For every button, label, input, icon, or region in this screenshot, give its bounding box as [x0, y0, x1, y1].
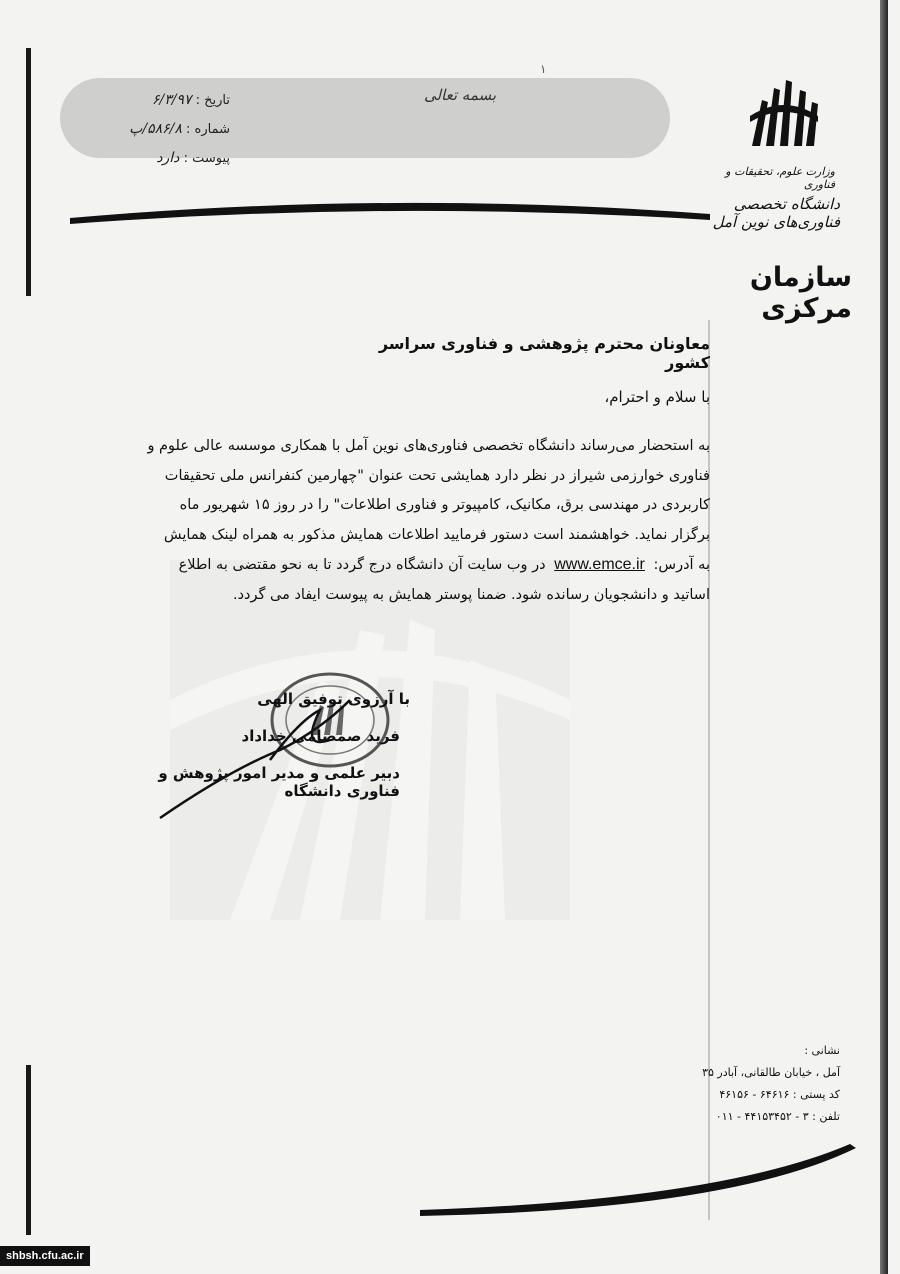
letter-meta: [70, 86, 230, 173]
signer-title: دبیر علمی و مدیر امور پژوهش و فناوری دانشگاه: [158, 764, 400, 800]
scan-edge-top: [26, 48, 31, 296]
number-value: ۵۸۶/۸/پ: [129, 121, 182, 137]
handwritten-signature: [150, 690, 390, 830]
number-label: شماره :: [186, 122, 230, 137]
body-line: برگزار نماید. خواهشمند است دستور فرمایید اطلاعات همایش مذکور به همراه لینک همایش: [163, 526, 710, 543]
date-value: ۶/۳/۹۷: [151, 92, 192, 108]
number-row: [70, 115, 230, 144]
greeting: با سلام و احترام،: [604, 388, 710, 406]
conference-url-link[interactable]: www.emce.ir: [554, 556, 645, 573]
source-badge: shbsh.cfu.ac.ir: [0, 1246, 90, 1266]
url-suffix: در وب سایت آن دانشگاه درج گردد تا به نحو مقتضی به اطلاع: [178, 557, 546, 573]
address-footer: [700, 1040, 840, 1128]
scan-edge-right: [880, 0, 888, 1274]
ministry-name: وزارت علوم، تحقیقات و فناوری: [725, 165, 835, 191]
body-line: کاربردی در مهندسی برق، مکانیک، کامپیوتر و فناوری اطلاعات" را در روز ۱۵ شهریور ماه: [179, 497, 710, 513]
attachment-value: دارد: [156, 150, 180, 166]
organization-name: سازمان مرکزی: [749, 262, 852, 324]
signer-name: فرید صمصامی خداداد: [241, 727, 400, 745]
address-label: نشانی :: [804, 1044, 840, 1057]
postal-code: کد پستی : ۶۴۶۱۶ - ۴۶۱۵۶: [719, 1088, 840, 1101]
attachment-label: پیوست :: [183, 151, 230, 166]
phone-number: تلفن : ۳ - ۴۴۱۵۳۴۵۲ - ۰۱۱: [715, 1110, 840, 1123]
footer-swoosh: [420, 1140, 860, 1220]
addressee: معاونان محترم پژوهشی و فناوری سراسر کشور: [378, 334, 710, 372]
university-logo-icon: [748, 72, 820, 150]
address-text: آمل ، خیابان طالقانی، آبادر ۳۵: [702, 1066, 840, 1079]
scan-edge-bottom: [26, 1065, 31, 1235]
body-line: فناوری خوارزمی شیراز در نظر دارد همایشی تحت عنوان "چهارمین کنفرانس ملی تحقیقات: [164, 467, 710, 484]
closing-phrase: با آرزوی توفیق الهی: [257, 690, 410, 708]
basmala: بسمه تعالی: [423, 86, 497, 104]
url-line: [178, 550, 710, 581]
page-mark: ۱: [540, 62, 547, 76]
date-row: [70, 86, 230, 115]
body-last-line: اساتید و دانشجویان رسانده شود. ضمنا پوستر همایش به پیوست ایفاد می گردد.: [232, 586, 710, 603]
url-prefix: به آدرس:: [653, 557, 710, 573]
body-line: به استحضار می‌رساند دانشگاه تخصصی فناوری‌های نوین آمل با همکاری موسسه عالی علوم و: [147, 438, 710, 454]
date-label: تاریخ :: [195, 93, 230, 108]
university-name: دانشگاه تخصصی فناوری‌های نوین آمل: [712, 195, 840, 231]
header-swoosh: [70, 190, 710, 240]
letter-body: [147, 432, 710, 610]
attachment-row: [70, 144, 230, 173]
